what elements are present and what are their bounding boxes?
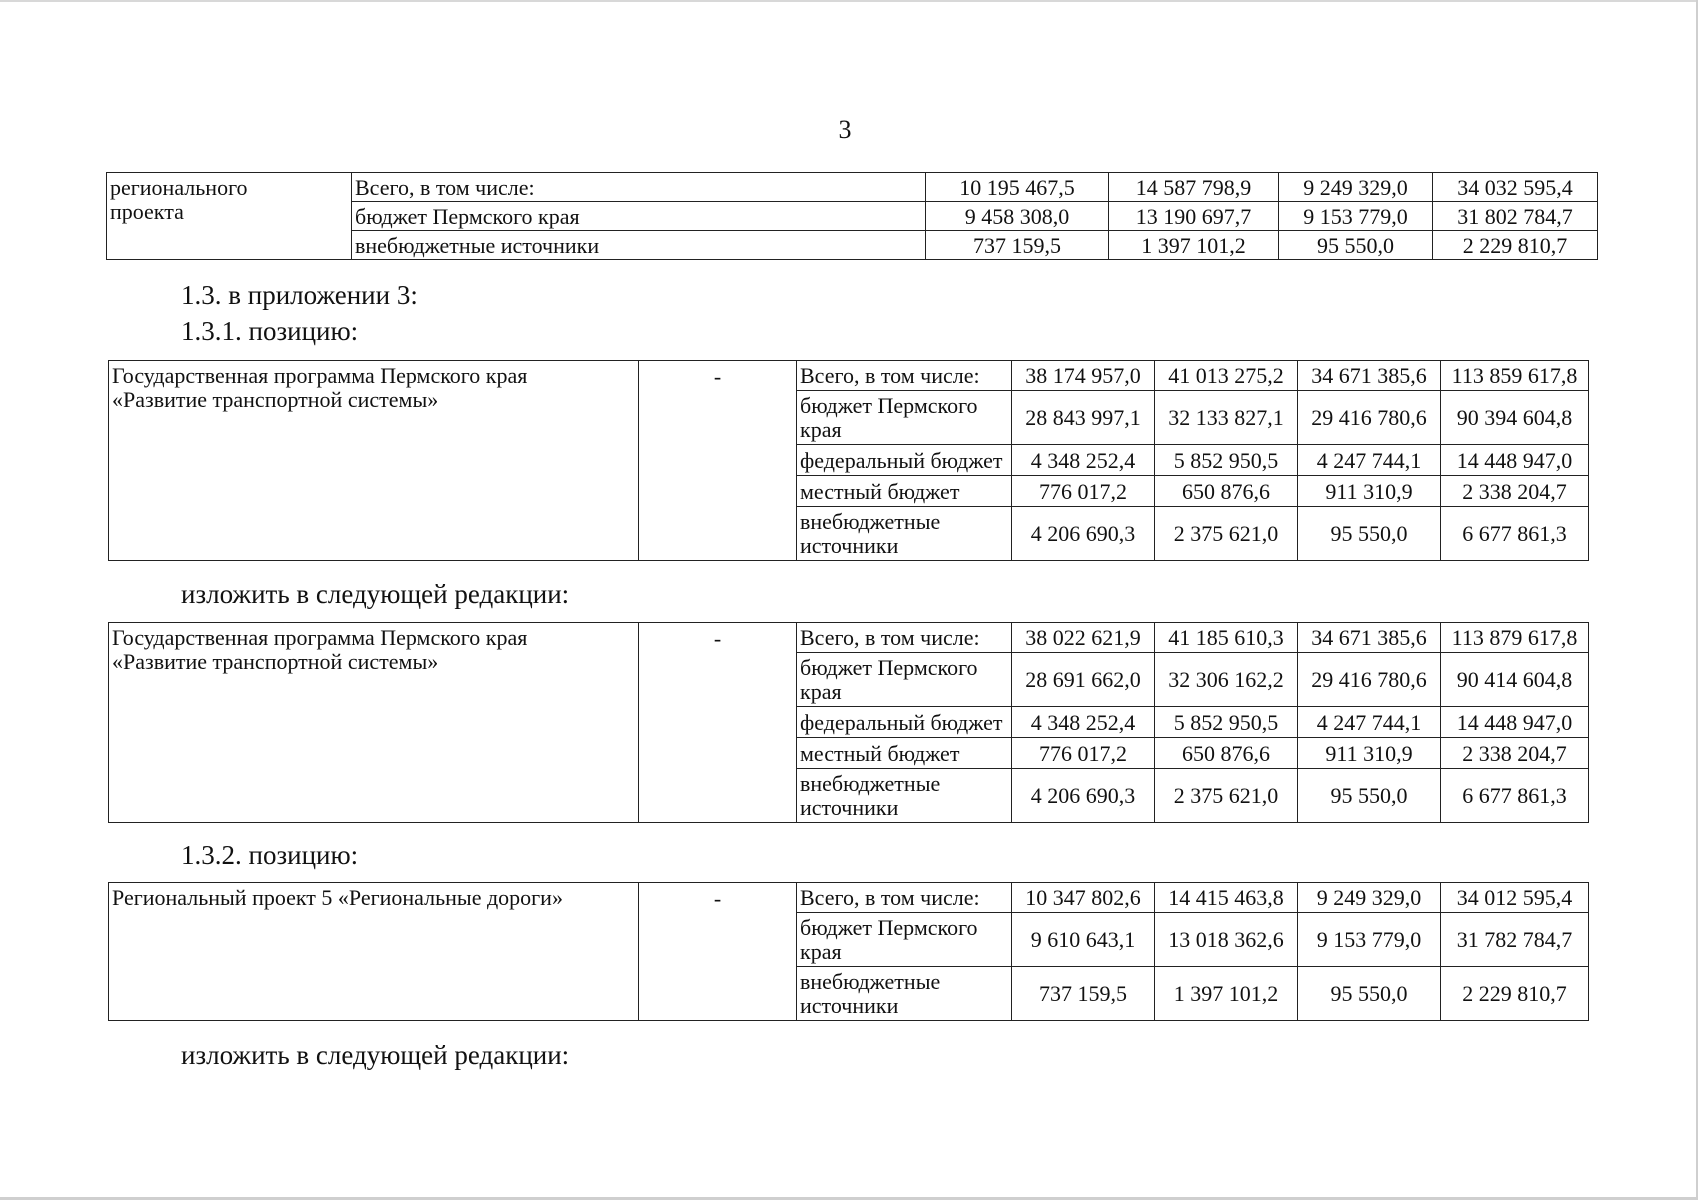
paragraph: 1.3.1. позицию: <box>181 316 359 346</box>
value-cell: 34 032 595,4 <box>1433 173 1598 202</box>
funding-source-cell: местный бюджет <box>797 476 1012 507</box>
value-cell: 4 247 744,1 <box>1298 707 1441 738</box>
value-cell: 1 397 101,2 <box>1155 967 1298 1021</box>
regional-project-table <box>108 882 1589 1021</box>
value-cell: 776 017,2 <box>1012 476 1155 507</box>
program-name-line: Государственная программа Пермского края <box>112 363 528 388</box>
funding-source-cell: бюджет Пермского края <box>797 391 1012 445</box>
paragraph: 1.3. в приложении 3: <box>181 280 418 310</box>
value-cell: 5 852 950,5 <box>1155 707 1298 738</box>
funding-source-cell: бюджет Пермского края <box>352 202 926 231</box>
paragraph: изложить в следующей редакции: <box>181 579 570 609</box>
value-cell: 5 852 950,5 <box>1155 445 1298 476</box>
value-cell: 38 022 621,9 <box>1012 623 1155 653</box>
value-cell: 1 397 101,2 <box>1109 231 1279 260</box>
funding-source-cell: Всего, в том числе: <box>797 883 1012 913</box>
paragraph: изложить в следующей редакции: <box>181 1040 570 1070</box>
value-cell: 776 017,2 <box>1012 738 1155 769</box>
value-cell: 28 843 997,1 <box>1012 391 1155 445</box>
program-table-new <box>108 622 1589 823</box>
value-cell: 95 550,0 <box>1298 769 1441 823</box>
value-cell: 34 671 385,6 <box>1298 361 1441 391</box>
funding-source-cell: федеральный бюджет <box>797 445 1012 476</box>
funding-source-cell: федеральный бюджет <box>797 707 1012 738</box>
value-cell: 38 174 957,0 <box>1012 361 1155 391</box>
funding-source-cell: внебюджетные источники <box>797 967 1012 1021</box>
dash-cell: - <box>639 623 797 823</box>
program-table-current <box>108 360 1589 561</box>
value-cell: 31 802 784,7 <box>1433 202 1598 231</box>
funding-source-cell: бюджет Пермского края <box>797 653 1012 707</box>
funding-source-cell: Всего, в том числе: <box>797 361 1012 391</box>
value-cell: 9 249 329,0 <box>1298 883 1441 913</box>
funding-source-cell: внебюджетные источники <box>797 769 1012 823</box>
value-cell: 113 879 617,8 <box>1441 623 1589 653</box>
program-name-line: Государственная программа Пермского края <box>112 625 528 650</box>
value-cell: 95 550,0 <box>1298 507 1441 561</box>
value-cell: 95 550,0 <box>1279 231 1433 260</box>
value-cell: 9 249 329,0 <box>1279 173 1433 202</box>
value-cell: 34 012 595,4 <box>1441 883 1589 913</box>
project-name-cell <box>109 883 639 1021</box>
value-cell: 9 153 779,0 <box>1298 913 1441 967</box>
value-cell: 737 159,5 <box>926 231 1109 260</box>
value-cell: 41 185 610,3 <box>1155 623 1298 653</box>
value-cell: 32 306 162,2 <box>1155 653 1298 707</box>
value-cell: 2 375 621,0 <box>1155 769 1298 823</box>
value-cell: 90 414 604,8 <box>1441 653 1589 707</box>
funding-source-cell: внебюджетные источники <box>797 507 1012 561</box>
value-cell: 4 206 690,3 <box>1012 507 1155 561</box>
project-name-line: проекта <box>110 199 184 224</box>
value-cell: 10 195 467,5 <box>926 173 1109 202</box>
value-cell: 4 348 252,4 <box>1012 707 1155 738</box>
value-cell: 41 013 275,2 <box>1155 361 1298 391</box>
program-name-line: «Развитие транспортной системы» <box>112 649 439 674</box>
dash-cell: - <box>639 883 797 1021</box>
value-cell: 2 375 621,0 <box>1155 507 1298 561</box>
program-name-cell <box>109 623 639 823</box>
funding-source-cell: местный бюджет <box>797 738 1012 769</box>
project-name-line: Региональный проект 5 «Региональные дороги» <box>112 885 563 910</box>
value-cell: 737 159,5 <box>1012 967 1155 1021</box>
table-row <box>109 361 1589 391</box>
value-cell: 650 876,6 <box>1155 476 1298 507</box>
dash-cell: - <box>639 361 797 561</box>
value-cell: 2 229 810,7 <box>1433 231 1598 260</box>
project-name-cell <box>107 173 352 260</box>
value-cell: 13 018 362,6 <box>1155 913 1298 967</box>
funding-source-cell: Всего, в том числе: <box>797 623 1012 653</box>
value-cell: 10 347 802,6 <box>1012 883 1155 913</box>
value-cell: 6 677 861,3 <box>1441 507 1589 561</box>
page-number: 3 <box>838 115 852 144</box>
funding-source-cell: внебюджетные источники <box>352 231 926 260</box>
value-cell: 6 677 861,3 <box>1441 769 1589 823</box>
value-cell: 9 458 308,0 <box>926 202 1109 231</box>
funding-source-cell: бюджет Пермского края <box>797 913 1012 967</box>
value-cell: 31 782 784,7 <box>1441 913 1589 967</box>
fragment-table <box>106 172 1598 260</box>
value-cell: 2 229 810,7 <box>1441 967 1589 1021</box>
value-cell: 14 415 463,8 <box>1155 883 1298 913</box>
value-cell: 13 190 697,7 <box>1109 202 1279 231</box>
value-cell: 9 610 643,1 <box>1012 913 1155 967</box>
value-cell: 34 671 385,6 <box>1298 623 1441 653</box>
value-cell: 32 133 827,1 <box>1155 391 1298 445</box>
value-cell: 95 550,0 <box>1298 967 1441 1021</box>
program-name-line: «Развитие транспортной системы» <box>112 387 439 412</box>
value-cell: 4 206 690,3 <box>1012 769 1155 823</box>
value-cell: 650 876,6 <box>1155 738 1298 769</box>
value-cell: 90 394 604,8 <box>1441 391 1589 445</box>
table-row <box>107 173 1598 202</box>
value-cell: 28 691 662,0 <box>1012 653 1155 707</box>
table-row <box>109 623 1589 653</box>
value-cell: 113 859 617,8 <box>1441 361 1589 391</box>
value-cell: 29 416 780,6 <box>1298 653 1441 707</box>
value-cell: 14 587 798,9 <box>1109 173 1279 202</box>
value-cell: 2 338 204,7 <box>1441 476 1589 507</box>
value-cell: 911 310,9 <box>1298 738 1441 769</box>
table-row <box>109 883 1589 913</box>
project-name-line: регионального <box>110 175 248 200</box>
value-cell: 14 448 947,0 <box>1441 707 1589 738</box>
value-cell: 29 416 780,6 <box>1298 391 1441 445</box>
value-cell: 4 348 252,4 <box>1012 445 1155 476</box>
funding-source-cell: Всего, в том числе: <box>352 173 926 202</box>
value-cell: 14 448 947,0 <box>1441 445 1589 476</box>
value-cell: 911 310,9 <box>1298 476 1441 507</box>
value-cell: 4 247 744,1 <box>1298 445 1441 476</box>
value-cell: 2 338 204,7 <box>1441 738 1589 769</box>
scan-edge-top <box>0 0 1698 2</box>
program-name-cell <box>109 361 639 561</box>
value-cell: 9 153 779,0 <box>1279 202 1433 231</box>
paragraph: 1.3.2. позицию: <box>181 840 359 870</box>
